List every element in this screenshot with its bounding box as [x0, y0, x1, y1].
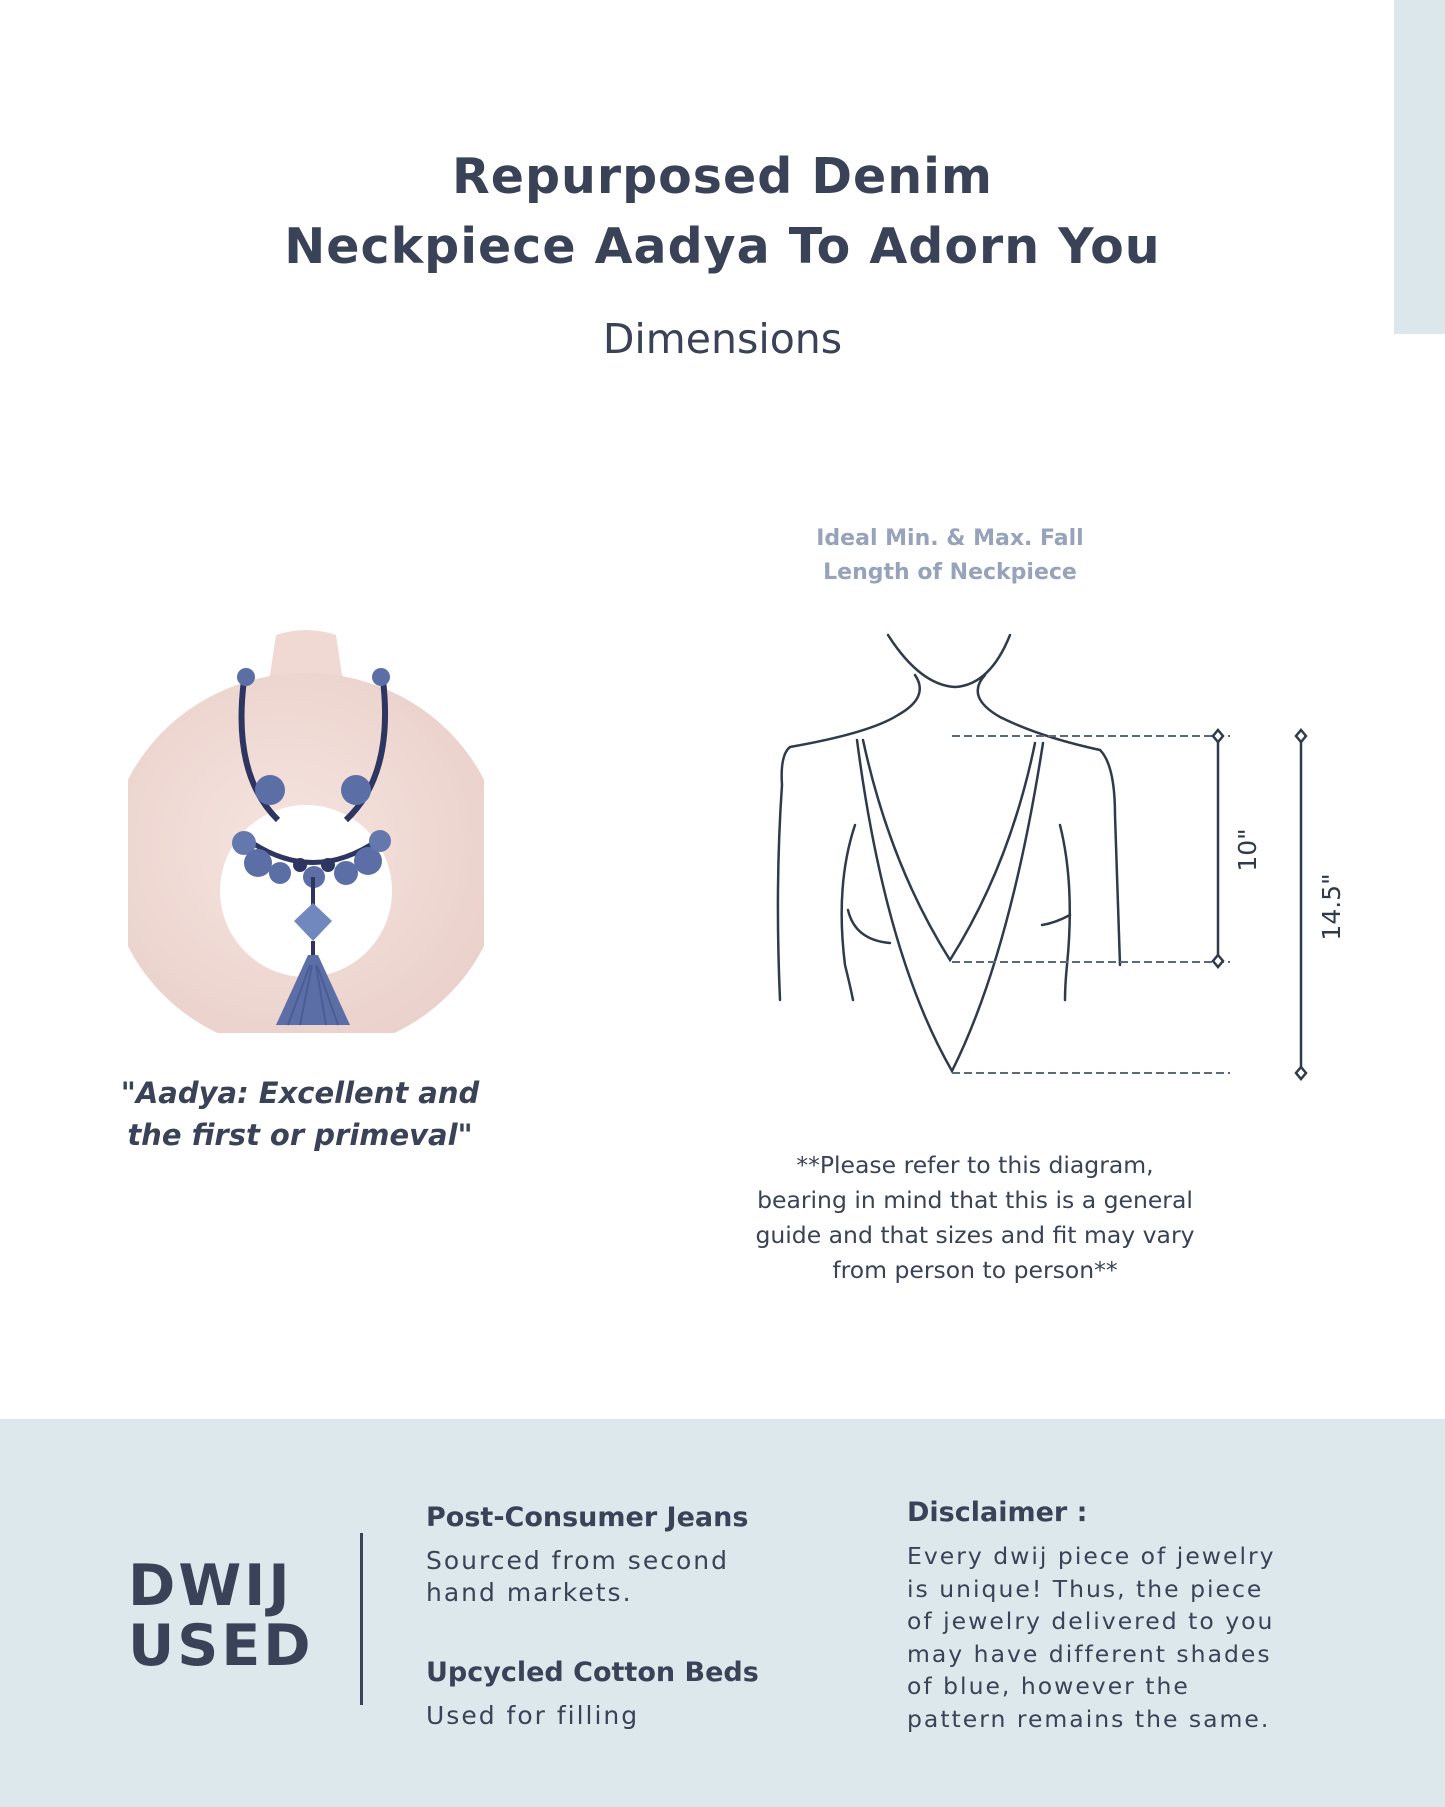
- disclaimer-line-2: is unique! Thus, the piece: [907, 1574, 1264, 1603]
- sizing-note-line-1: **Please refer to this diagram,: [796, 1151, 1154, 1179]
- footer-divider: [360, 1533, 363, 1705]
- long-neckpiece: [857, 740, 1043, 1071]
- sizing-note-line-3: guide and that sizes and fit may vary: [755, 1221, 1195, 1249]
- short-neckpiece: [863, 740, 1035, 960]
- neckpiece-length-diagram: [760, 625, 1360, 1085]
- fall-caption-line-2: Length of Neckpiece: [823, 560, 1077, 585]
- page-title: [0, 142, 1445, 282]
- brand-wordmark: [128, 1553, 314, 1679]
- fall-length-caption: [750, 522, 1150, 590]
- material-2-text: [426, 1700, 639, 1732]
- long-length-label: 14.5": [1317, 873, 1346, 941]
- disclaimer-line-3: of jewelry delivered to you: [907, 1607, 1275, 1635]
- disclaimer-text: [907, 1540, 1276, 1735]
- material-1-text-line-1: Sourced from second: [426, 1546, 729, 1575]
- brand-line-1: DWIJ: [128, 1553, 293, 1619]
- disclaimer-line-4: may have different shades: [907, 1639, 1272, 1668]
- material-1-text-line-2: hand markets.: [426, 1578, 633, 1607]
- left-bust-line: [848, 910, 890, 943]
- sizing-note-line-2: bearing in mind that this is a general: [757, 1186, 1193, 1214]
- right-arm-inner: [1060, 825, 1070, 1000]
- material-1-title: Post-Consumer Jeans: [426, 1502, 749, 1533]
- section-subtitle: Dimensions: [602, 315, 843, 363]
- material-1-text: [426, 1545, 729, 1609]
- disclaimer-line-5: of blue, however the: [907, 1672, 1190, 1700]
- disclaimer-line-6: pattern remains the same.: [907, 1704, 1271, 1733]
- title-line-1: Repurposed Denim: [451, 148, 993, 205]
- disclaimer-title: Disclaimer :: [907, 1497, 1088, 1528]
- left-shoulder-outline: [778, 675, 920, 1000]
- name-meaning-quote: [100, 1072, 500, 1156]
- title-line-2: Neckpiece Aadya To Adorn You: [284, 218, 1161, 275]
- sizing-note: [720, 1148, 1230, 1288]
- disclaimer-line-1: Every dwij piece of jewelry: [907, 1542, 1276, 1570]
- chin-outline: [888, 635, 1010, 687]
- right-shoulder-outline: [978, 675, 1120, 965]
- material-2-text-line-1: Used for filling: [426, 1701, 640, 1730]
- quote-line-1: "Aadya: Excellent and: [120, 1076, 480, 1110]
- quote-line-2: the first or primeval": [127, 1118, 473, 1152]
- brand-line-2: USED: [128, 1613, 314, 1679]
- product-photo: [128, 625, 484, 1033]
- short-length-label: 10": [1233, 828, 1262, 872]
- fall-caption-line-1: Ideal Min. & Max. Fall: [816, 526, 1084, 551]
- material-2-title: Upcycled Cotton Beds: [426, 1657, 759, 1688]
- right-bust-line: [1042, 915, 1070, 925]
- sizing-note-line-4: from person to person**: [832, 1256, 1118, 1284]
